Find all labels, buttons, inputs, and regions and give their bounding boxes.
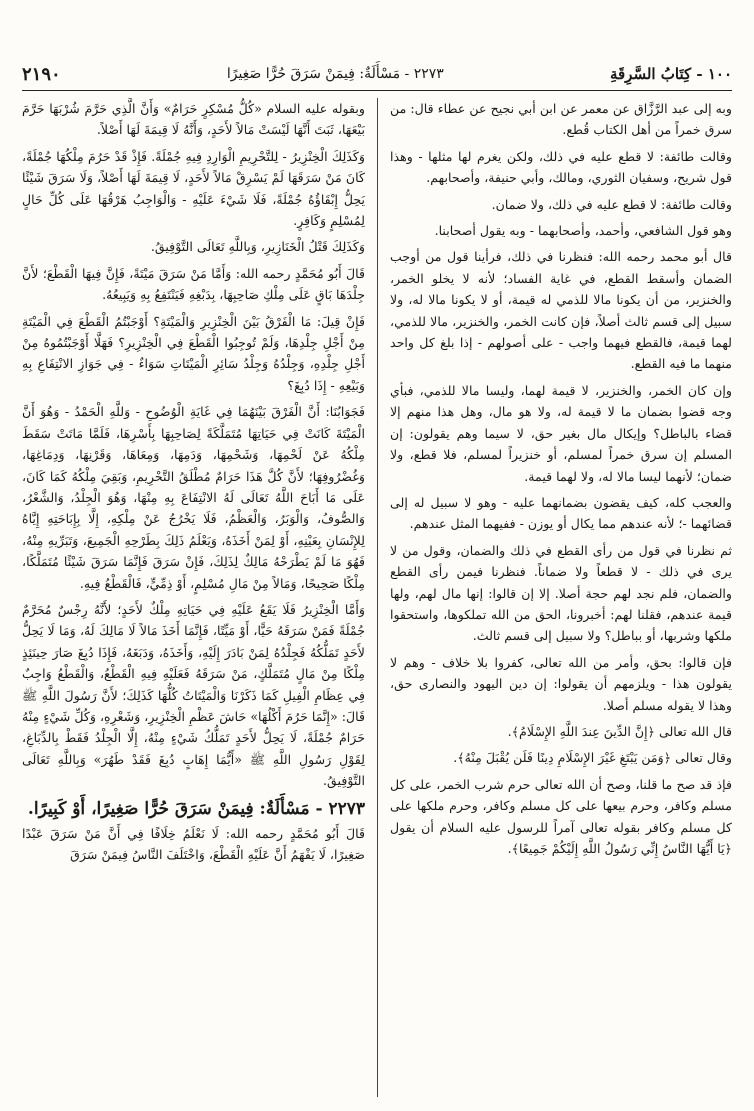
paragraph: وقالت طائفة: لا قطع عليه في ذلك، ولا ضمان.: [491, 196, 732, 212]
paragraph: وَكَذَلِكَ قَتْلُ الْخَنَازِيرِ، وَبِاللَّهِ تَعَالَى التَّوْفِيقُ.: [150, 239, 365, 255]
chapter-title: ١٠٠ - كِتَابُ السَّرِقَةِ: [609, 65, 732, 83]
right-column: [377, 98, 732, 1097]
paragraph: ثم نظرنا في قول من رأى القطع في ذلك والضمان، وقول من لا يرى في ذلك - لا قطعاً ولا ضماناً. فنظرنا فيمن رأى القطع والضمان، فلم نجد لهم حجة أصلا. إلا إن قالوا: إنها مال لهم، ولها قيمة عندهم، فقلنا لهم: أخبرونا، الحق من الله تملكوها، واستحقوا ملكها وشربها، أو بباطل؟ ولا سبيل إلى قسم ثالث.: [390, 542, 732, 644]
paragraph: وإن كان الخمر، والخنزير، لا قيمة لهما، وليسا مالا للذمي، فبأي وجه قضوا بضمان ما لا قيمة له، ولا هو مال، وهل هذا منهم إلا قضاء بالباطل؟ وإيكال مال بغير حق، لا سيما وهم يقولون: إن المسلم إن سرق خمراً لمسلم، أو خنزيراً لمسلم، فلا قطع، ولا ضمان؛ لأنهما ليسا مالا له، ولا لهما قيمة.: [390, 382, 732, 484]
paragraph: قَالَ أَبُو مُحَمَّدٍ رحمه الله: وَأَمَّا مَنْ سَرَقَ مَيْتَةً، فَإِنَّ فِيهَا الْقَطْعَ؛ لأَنَّ جِلْدَهَا بَاقٍ عَلَى مِلْكِ صَاحِبِهَا، بِدَبْغِهِ فَيَنْتَفِعُ بِهِ وَيَبِيعُهُ.: [22, 265, 365, 303]
paragraph: فَجَوَابُنَا: أَنَّ الْفَرْقَ بَيْنَهُمَا فِي غَايَةِ الْوُضُوحِ - وَللَّهِ الْحَمْدُ - وَهُوَ أَنَّ الْمَيْتَةَ كَانَتْ فِي حَيَاتِهَا مُتَمَلَّكَةً لِصَاحِبِهَا بِأَسْرِهَا، فَلَمَّا مَاتَتْ سَقَطَ مِلْكُهُ عَنْ لَحْمِهَا، وَشَحْمِهَا، وَدَمِهَا، وَمِعَاهَا، وَقَرْنِهَا، وَدِمَاغِهَا، وَغُضْرُوفِهَا؛ لأَنَّ كُلَّ هَذَا حَرَامٌ مُطْلَقُ التَّحْرِيمِ، وَبَقِيَ مِلْكُهُ كَمَا كَانَ، عَلَى مَا أَبَاحَ اللَّهُ تَعَالَى لَهُ الانْتِفَاعَ بِهِ مِنْهَا، وَهُوَ الْجِلْدُ، وَالشَّعْرُ، وَالصُّوفُ، وَالْوَبَرُ، وَالْعَظْمُ، فَلَا يَخْرُجُ عَنْ مِلْكِهِ، إِلَّا بِإِبَاحَتِهِ إِيَّاهُ لِلإِنْسَانِ بِعَيْنِهِ، أَوْ لِمَنْ أَخَذَهُ، وَيَعْلَمُ ذَلِكَ بِطَرْحِهِ الْجَمِيعَ، وَتَبَرِّيهِ مِنْهُ، فَهُوَ مَا لَمْ يَطْرَحْهُ مَالِكٌ لِذَلِكَ، فَإِنْ سَرَقَ فَإِنَّمَا سَرَقَ شَيْئًا مُتَمَلَّكًا، مِلْكًا صَحِيحًا، وَمَالاً مِنْ مَالِ مُسْلِمٍ، أَوْ ذِمِّيٍّ، فَالْقَطْعُ فِيهِ.: [22, 404, 365, 591]
paragraph: والعجب كله، كيف يقضون بضمانهما عليه - وهو لا سبيل له إلى قضائهما -؛ لأنه عندهم مما يكال أو يوزن - ففيهما المثل عندهم.: [390, 494, 732, 532]
paragraph: وَأَمَّا الْخِنْزِيرُ فَلَا يَقَعُ عَلَيْهِ فِي حَيَاتِهِ مِلْكٌ لأَحَدٍ؛ لأَنَّهُ رِجْسٌ مُحَرَّمٌ جُمْلَةً فَمَنْ سَرَقَهُ حَيًّا، أَوْ مَيِّتًا، فَإِنَّمَا أَخَذَ مَالاً لَا مَالِكَ لَهُ، وَمَا لَا يَحِلُّ لأَحَدٍ تَمَلُّكُهُ فَجِلْدُهُ لِمَنْ بَادَرَ إِلَيْهِ، وَأَخَذَهُ، وَدَبَغَهُ، فَإِذَا دُبِغَ صَارَ حِينَئِذٍ مِلْكًا مِنْ مَالٍ مُتَمَلَّكٍ، مَنْ سَرَقَهُ فَعَلَيْهِ فِيهِ الْقَطْعُ، وَالْقَطْعُ وَاجِبٌ فِي عِظَامِ الْفِيلِ كَمَا ذَكَرْنَا وَالْمَيْتَاتُ كُلُّهَا كَذَلِكَ؛ لأَنَّ رَسُولَ اللَّهِ ﷺ قَالَ: «إِنَّمَا حَرُمَ أَكْلُهَا» حَاشَ عَظْمِ الْخِنْزِيرِ، وَشَعْرِهِ، وَكُلِّ شَيْءٍ مِنْهُ حَرَامٌ جُمْلَةً، لَا يَحِلُّ لأَحَدٍ تَمَلُّكُ شَيْءٍ مِنْهُ، إِلَّا الْجِلْدُ فَقَطْ بِالدِّبَاغِ، لِقَوْلِ رَسُولِ اللَّهِ ﷺ «أَيُّمَا إِهَابٍ دُبِغَ فَقَدْ طَهُرَ» وَبِاللَّهِ تَعَالَى التَّوْفِيقُ.: [22, 601, 365, 789]
paragraph: وَكَذَلِكَ الْخِنْزِيرُ - لِلتَّحْرِيمِ الْوَارِدِ فِيهِ جُمْلَةً. فَإِذْ قَدْ حَرُمَ مِلْكُهَا جُمْلَةً، كَانَ مَنْ سَرَقَهَا لَمْ يَسْرِقْ مَالاً لأَحَدٍ، لَا قِيمَةَ لَهَا أَصْلاً، وَلَا سَرَقَ شَيْئًا يَحِلُّ إِبْقَاؤُهُ جُمْلَةً، فَلَا شَيْءَ عَلَيْهِ - وَالْوَاجِبُ هَرْقُهَا عَلَى كُلِّ حَالٍ لِمُسْلِمٍ وَكَافِرٍ.: [22, 148, 365, 229]
page-number: ٢١٩٠: [22, 63, 61, 85]
paragraph: وبه إلى عبد الرَّزَّاق عن معمر عن ابن أبي نجيح عن عطاء قال: من سرق خمراً من أهل الكتاب قُطع.: [390, 101, 732, 138]
quran-verse: وقال تعالى ﴿وَمَن يَبْتَغِ غَيْرَ الإِسْلَامِ دِينًا فَلَن يُقْبَلَ مِنْهُ﴾.: [453, 750, 732, 766]
quran-verse: قال الله تعالى ﴿إِنَّ الدِّينَ عِندَ اللَّهِ الإِسْلَامُ﴾.: [507, 723, 732, 739]
section-title: ٢٢٧٣ - مَسْأَلَةٌ: فِيمَنْ سَرَقَ حُرًّا صَغِيرًا، أَوْ كَبِيرًا.: [27, 798, 365, 819]
paragraph: فإن قالوا: بحق، وأمر من الله تعالى، كفروا بلا خلاف - وهم لا يقولون هذا - ويلزمهم أن يقولوا: إن دين اليهود والنصارى حق، وهذا لا يقوله مسلم أصلا.: [390, 654, 732, 713]
paragraph: وبقوله عليه السلام «كُلُّ مُسْكِرٍ حَرَامٌ» وَأَنَّ الَّذِي حَرَّمَ شُرْبَهَا حَرَّمَ بَيْعَهَا، ثَبَتَ أَنَّهَا لَيْسَتْ مَالاً لأَحَدٍ، وَأَنَّهُ لَا قِيمَةَ لَهَا أَصْلاً.: [22, 101, 365, 138]
left-column: [22, 98, 377, 1097]
running-title: ٢٢٧٣ - مَسْأَلَةٌ: فِيمَنْ سَرَقَ حُرًّا صَغِيرًا: [226, 66, 444, 82]
paragraph: قال أبو محمد رحمه الله: فنظرنا في ذلك، فرأينا قول من أوجب الضمان وأسقط القطع، في غاية الفساد؛ لأنه لا يخلو الخمر، والخنزير، من أن يكونا مالا للذمي له قيمة، أو لا يكونا مالا له، ولا سبيل إلى قسم ثالث أصلاً، فإن كانت الخمر، والخنزير، مالا للذمي، لهما قيمة، فالقطع فيهما واجب - على أصولهم - إذا بلغ كل واحد منهما ما فيه القطع.: [390, 249, 732, 372]
paragraph: وقالت طائفة: لا قطع عليه في ذلك، ولكن يغرم لها مثلها - وهذا قول شريح، وسفيان الثوري، ومالك، وأبي حنيفة، وأصحابهم.: [390, 148, 732, 186]
paragraph: فإذ قد صح ما قلنا، وصح أن الله تعالى حرم شرب الخمر، على كل مسلم وكافر، وحرم بيعها على كل مسلم وكافر، وحرم ملكها على كل مسلم وكافر بقوله تعالى آمراً للرسول عليه السلام أن يقول ﴿يَا أَيُّهَا النَّاسُ إِنِّي رَسُولُ اللَّهِ إِلَيْكُمْ جَمِيعًا﴾.: [390, 776, 732, 856]
text-columns: [22, 98, 732, 1097]
page-header: [22, 58, 732, 91]
paragraph: فَإِنْ قِيلَ: مَا الْفَرْقُ بَيْنَ الْخِنْزِيرِ وَالْمَيْتَةِ؟ أَوْجَبْتُمُ الْقَطْعَ فِي الْمَيْتَةِ مِنْ أَجْلِ جِلْدِهَا، وَلَمْ تُوجِبُوا الْقَطْعَ فِي الْخِنْزِيرِ؟ فَهَلَّا أَوْجَبْتُمُوهُ مِنْ أَجْلِ جِلْدِهِ، وَجِلْدُهُ وَجِلْدُ سَائِرِ الْمَيْتَاتِ سَوَاءٌ - فِي جَوَازِ الانْتِفَاعِ بِهِ وَبَيْعِهِ - إِذَا دُبِغَ؟: [22, 313, 365, 393]
paragraph: وهو قول الشافعي، وأحمد، وأصحابهما - وبه يقول أصحابنا.: [434, 223, 732, 239]
section-paragraph: قَالَ أَبُو مُحَمَّدٍ رحمه الله: لَا نَعْلَمُ خِلَافًا فِي أَنَّ مَنْ سَرَقَ عَبْدًا صَغِيرًا، لَا يَفْهَمُ أَنَّ عَلَيْهِ الْقَطْعَ، وَاخْتَلَفَ النَّاسُ فِيمَنْ سَرَقَ: [22, 825, 365, 862]
